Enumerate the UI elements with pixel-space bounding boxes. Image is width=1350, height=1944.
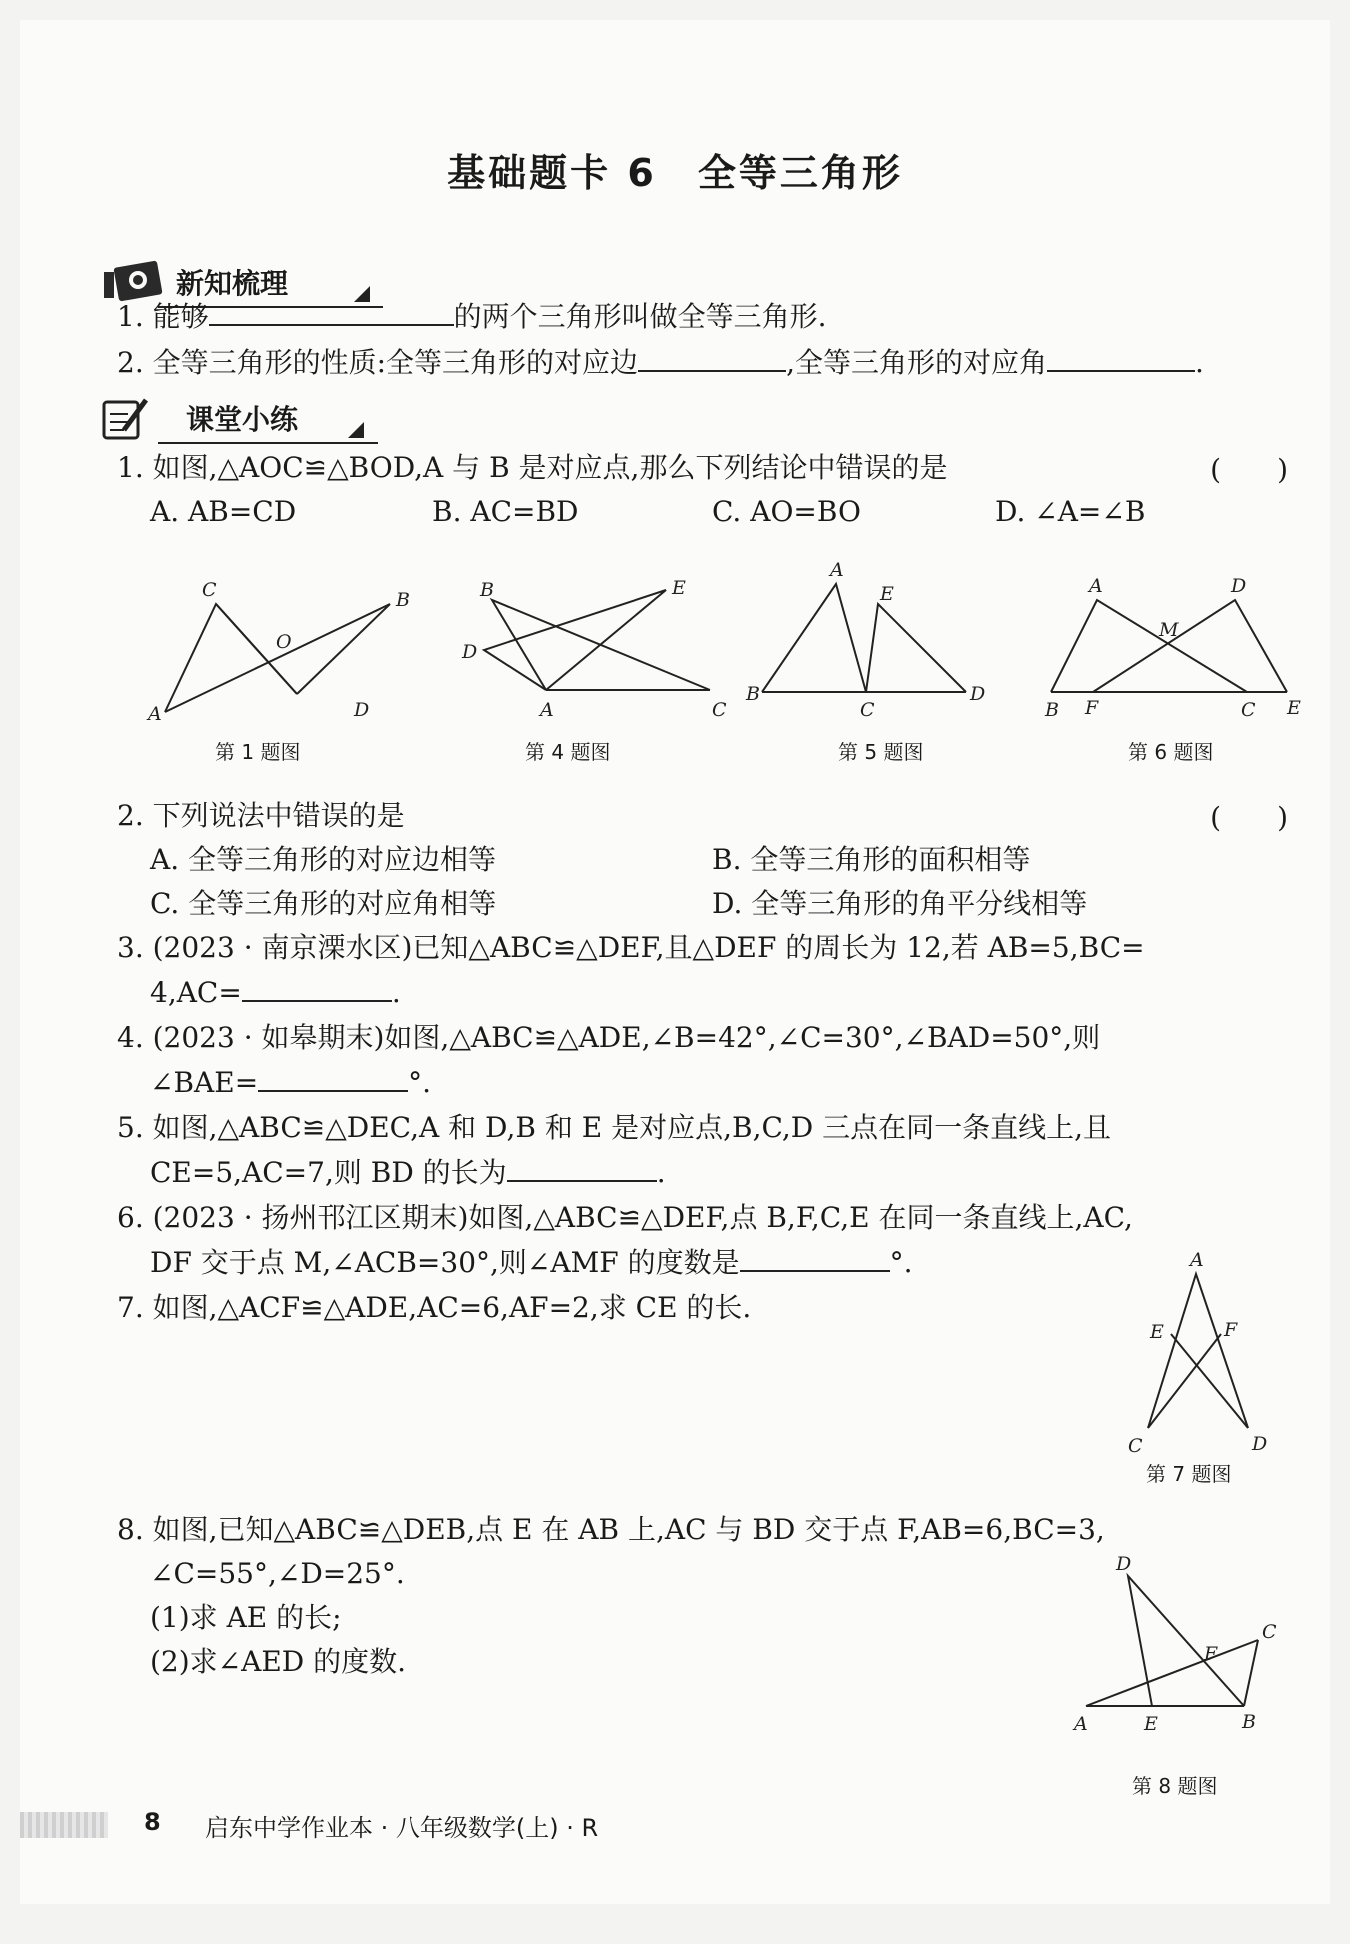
figure-1 [130, 568, 430, 732]
figure-6 [1025, 568, 1315, 732]
problem-5-pre: CE=5,AC=7,则 BD 的长为 [150, 1156, 507, 1189]
know-item-2 [117, 342, 1292, 383]
choice-c: C. 全等三角形的对应角相等 [150, 887, 497, 920]
point-label: D [1116, 1553, 1132, 1575]
figure-1-diagram [130, 568, 430, 728]
point-label: D [1231, 575, 1247, 597]
answer-blank[interactable] [209, 296, 454, 326]
figure-4 [440, 568, 740, 732]
point-label: C [860, 699, 875, 721]
figure-6-caption: 第 6 题图 [1128, 740, 1214, 764]
choice-c: C. AO=BO [712, 495, 861, 528]
point-label: C [1262, 1621, 1277, 1643]
point-label: D [462, 641, 478, 663]
problem-6-line-1: 6. (2023 · 扬州邗江区期末)如图,△ABC≌△DEF,点 B,F,C,E 在同一条直线上,AC, [117, 1201, 1133, 1234]
problem-3-end: . [391, 976, 401, 1009]
book-title: 启东中学作业本 · 八年级数学(上) · R [205, 1814, 599, 1842]
answer-blank[interactable] [242, 972, 392, 1002]
point-label: O [276, 631, 292, 653]
section-heading-label: 课堂小练 [186, 403, 299, 436]
worksheet-page [20, 20, 1330, 1904]
figure-8-diagram [1060, 1530, 1280, 1760]
figure-7-diagram [1118, 1238, 1268, 1458]
point-label: D [970, 683, 986, 705]
problem-4-pre: ∠BAE= [150, 1066, 259, 1099]
problem-4-line-1: 4. (2023 · 如皋期末)如图,△ABC≌△ADE,∠B=42°,∠C=30°,∠BAD=50°,则 [117, 1021, 1101, 1054]
figure-6-diagram [1025, 568, 1315, 728]
point-label: A [1089, 575, 1103, 597]
answer-parentheses[interactable]: ( ) [1210, 453, 1288, 486]
point-label: F [1224, 1319, 1238, 1341]
know-2-end: . [1194, 346, 1204, 379]
figure-4-diagram [440, 568, 740, 728]
know-1-pre: 1. 能够 [117, 300, 209, 333]
figure-5-caption: 第 5 题图 [838, 740, 924, 764]
point-label: E [1144, 1713, 1158, 1735]
know-1-post: 的两个三角形叫做全等三角形. [453, 300, 827, 333]
point-label: E [1287, 697, 1301, 719]
problem-3-pre: 4,AC= [150, 976, 242, 1009]
choice-d: D. 全等三角形的角平分线相等 [712, 887, 1088, 920]
problem-3-line-1: 3. (2023 · 南京溧水区)已知△ABC≌△DEF,且△DEF 的周长为 12,若 AB=5,BC= [117, 931, 1145, 964]
answer-parentheses[interactable]: ( ) [1210, 801, 1288, 834]
point-label: C [1241, 699, 1256, 721]
answer-blank[interactable] [740, 1242, 890, 1272]
choice-b: B. AC=BD [432, 495, 579, 528]
point-label: D [1252, 1433, 1268, 1455]
choice-b: B. 全等三角形的面积相等 [712, 843, 1031, 876]
problem-5-line-2 [150, 1152, 1292, 1193]
answer-blank[interactable] [1047, 342, 1195, 372]
footer-decoration-bar [20, 1812, 108, 1838]
figure-5 [744, 556, 1014, 730]
section-heading-practice [98, 394, 383, 444]
answer-blank[interactable] [507, 1152, 657, 1182]
problem-4-line-2 [150, 1062, 1292, 1103]
figure-4-caption: 第 4 题图 [525, 740, 611, 764]
figure-5-diagram [744, 556, 1014, 726]
problem-8-line-2: ∠C=55°,∠D=25°. [150, 1557, 405, 1590]
problem-4-end: °. [408, 1066, 432, 1099]
point-label: E [672, 577, 686, 599]
choice-d: D. ∠A=∠B [995, 495, 1146, 528]
problem-8-line-1: 8. 如图,已知△ABC≌△DEB,点 E 在 AB 上,AC 与 BD 交于点 F,AB=6,BC=3, [117, 1513, 1105, 1546]
choice-a: A. AB=CD [150, 495, 297, 528]
point-label: B [1045, 699, 1059, 721]
point-label: F [1204, 1643, 1218, 1665]
point-label: A [540, 699, 554, 721]
problem-8-sub-2: (2)求∠AED 的度数. [150, 1645, 407, 1678]
problem-5-end: . [656, 1156, 666, 1189]
figure-7-caption: 第 7 题图 [1146, 1462, 1232, 1486]
problem-1-stem: 1. 如图,△AOC≌△BOD,A 与 B 是对应点,那么下列结论中错误的是 [117, 451, 948, 484]
point-label: E [880, 583, 894, 605]
figure-7 [1118, 1238, 1268, 1462]
know-2-pre: 2. 全等三角形的性质:全等三角形的对应边 [117, 346, 639, 379]
page-footer [20, 1808, 1330, 1848]
problem-2-stem: 2. 下列说法中错误的是 [117, 799, 405, 832]
figure-8 [1060, 1530, 1280, 1764]
choice-a: A. 全等三角形的对应边相等 [150, 843, 497, 876]
point-label: C [1128, 1435, 1143, 1457]
point-label: A [1074, 1713, 1088, 1735]
point-label: D [354, 699, 370, 721]
point-label: B [1242, 1711, 1256, 1733]
point-label: B [480, 579, 494, 601]
point-label: B [746, 683, 760, 705]
point-label: C [202, 579, 217, 601]
point-label: A [148, 703, 162, 725]
know-2-mid: ,全等三角形的对应角 [786, 346, 1047, 379]
answer-blank[interactable] [638, 342, 786, 372]
problem-7-line-1: 7. 如图,△ACF≌△ADE,AC=6,AF=2,求 CE 的长. [117, 1291, 752, 1324]
section-heading-label: 新知梳理 [176, 267, 289, 300]
problem-3-line-2 [150, 972, 1292, 1013]
point-label: B [396, 589, 410, 611]
pencil-notepad-icon [98, 394, 158, 442]
figure-1-caption: 第 1 题图 [215, 740, 301, 764]
heading-triangle-mark [348, 422, 364, 438]
point-label: A [830, 559, 844, 581]
problem-6-end: °. [889, 1246, 913, 1279]
problem-6-pre: DF 交于点 M,∠ACB=30°,则∠AMF 的度数是 [150, 1246, 740, 1279]
heading-underline [158, 442, 378, 444]
page-title: 基础题卡 6 全等三角形 [447, 151, 903, 195]
know-item-1 [117, 296, 1292, 337]
point-label: A [1190, 1249, 1204, 1271]
figure-8-caption: 第 8 题图 [1132, 1774, 1218, 1798]
point-label: F [1085, 697, 1099, 719]
point-label: C [712, 699, 727, 721]
answer-blank[interactable] [258, 1062, 408, 1092]
problem-5-line-1: 5. 如图,△ABC≌△DEC,A 和 D,B 和 E 是对应点,B,C,D 三点在同一条直线上,且 [117, 1111, 1112, 1144]
point-label: M [1159, 619, 1179, 641]
point-label: E [1150, 1321, 1164, 1343]
page-number: 8 [144, 1808, 161, 1836]
problem-8-sub-1: (1)求 AE 的长; [150, 1601, 342, 1634]
